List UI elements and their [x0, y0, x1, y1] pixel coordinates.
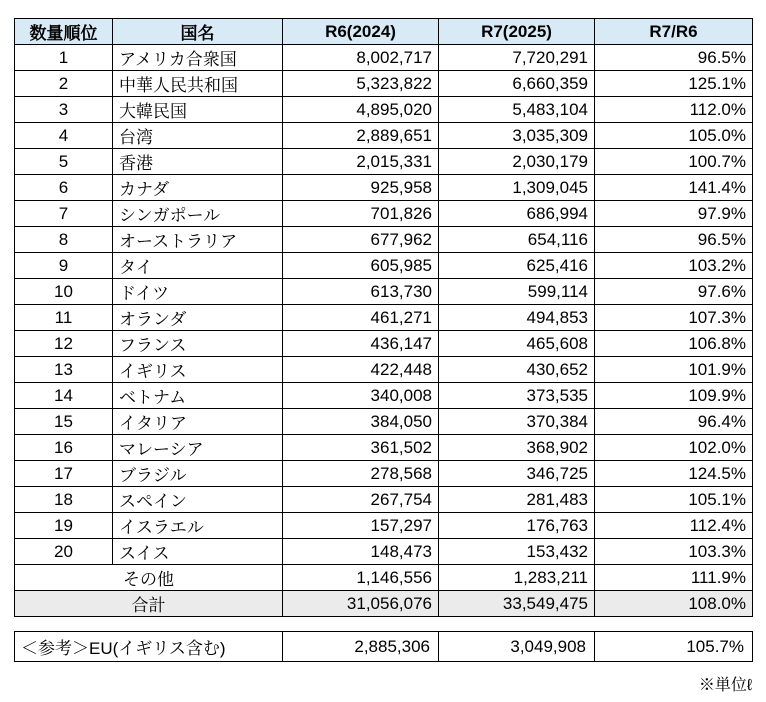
cell-ratio: 111.9% — [595, 565, 753, 591]
cell-country: ブラジル — [113, 461, 283, 487]
cell-r6: 157,297 — [283, 513, 439, 539]
cell-ratio: 96.4% — [595, 409, 753, 435]
table-row — [15, 97, 753, 123]
cell-r7: 654,116 — [439, 227, 595, 253]
cell-r7: 625,416 — [439, 253, 595, 279]
cell-rank: 10 — [15, 279, 113, 305]
cell-ratio: 102.0% — [595, 435, 753, 461]
table-row-other — [15, 565, 753, 591]
column-header-rank: 数量順位 — [15, 19, 113, 45]
column-header-r7: R7(2025) — [439, 19, 595, 45]
cell-rank: 20 — [15, 539, 113, 565]
cell-ratio: 106.8% — [595, 331, 753, 357]
cell-r7: 33,549,475 — [439, 591, 595, 617]
table-row — [15, 71, 753, 97]
cell-r6: 436,147 — [283, 331, 439, 357]
cell-reference-r6: 2,885,306 — [283, 632, 439, 662]
cell-country: アメリカ合衆国 — [113, 45, 283, 71]
unit-footnote: ※単位ℓ — [698, 677, 752, 694]
cell-country: スペイン — [113, 487, 283, 513]
cell-r7: 6,660,359 — [439, 71, 595, 97]
cell-reference-r7: 3,049,908 — [439, 632, 595, 662]
cell-r7: 1,309,045 — [439, 175, 595, 201]
cell-country: オーストラリア — [113, 227, 283, 253]
cell-r7: 176,763 — [439, 513, 595, 539]
cell-ratio: 97.9% — [595, 201, 753, 227]
cell-ratio: 105.1% — [595, 487, 753, 513]
cell-reference-label: ＜参考＞EU(イギリス含む) — [15, 632, 283, 662]
table-row — [15, 305, 753, 331]
cell-ratio: 107.3% — [595, 305, 753, 331]
cell-country: 台湾 — [113, 123, 283, 149]
cell-ratio: 96.5% — [595, 45, 753, 71]
cell-r6: 340,008 — [283, 383, 439, 409]
cell-r7: 153,432 — [439, 539, 595, 565]
cell-r6: 422,448 — [283, 357, 439, 383]
cell-ratio: 105.0% — [595, 123, 753, 149]
table-row — [15, 227, 753, 253]
cell-r7: 3,035,309 — [439, 123, 595, 149]
cell-country: マレーシア — [113, 435, 283, 461]
table-row — [15, 487, 753, 513]
cell-r6: 267,754 — [283, 487, 439, 513]
table-row — [15, 409, 753, 435]
table-row-total — [15, 591, 753, 617]
cell-country: 中華人民共和国 — [113, 71, 283, 97]
cell-r6: 461,271 — [283, 305, 439, 331]
cell-r7: 368,902 — [439, 435, 595, 461]
cell-ratio: 103.3% — [595, 539, 753, 565]
cell-country: イタリア — [113, 409, 283, 435]
cell-r6: 361,502 — [283, 435, 439, 461]
cell-ratio: 108.0% — [595, 591, 753, 617]
cell-country: 香港 — [113, 149, 283, 175]
cell-r6: 925,958 — [283, 175, 439, 201]
cell-r6: 605,985 — [283, 253, 439, 279]
cell-rank: 14 — [15, 383, 113, 409]
table-row — [15, 123, 753, 149]
table-row — [15, 45, 753, 71]
cell-r6: 5,323,822 — [283, 71, 439, 97]
table-body — [15, 45, 753, 617]
cell-country: シンガポール — [113, 201, 283, 227]
cell-total-label: 合計 — [15, 591, 283, 617]
cell-country: ベトナム — [113, 383, 283, 409]
cell-ratio: 112.4% — [595, 513, 753, 539]
cell-rank: 15 — [15, 409, 113, 435]
cell-rank: 13 — [15, 357, 113, 383]
table-row — [15, 383, 753, 409]
cell-r7: 373,535 — [439, 383, 595, 409]
cell-ratio: 125.1% — [595, 71, 753, 97]
cell-ratio: 100.7% — [595, 149, 753, 175]
cell-rank: 19 — [15, 513, 113, 539]
cell-r7: 7,720,291 — [439, 45, 595, 71]
cell-r6: 701,826 — [283, 201, 439, 227]
table-row — [15, 201, 753, 227]
cell-rank: 11 — [15, 305, 113, 331]
table-row — [15, 435, 753, 461]
cell-ratio: 112.0% — [595, 97, 753, 123]
cell-r7: 346,725 — [439, 461, 595, 487]
cell-country: ドイツ — [113, 279, 283, 305]
cell-ratio: 109.9% — [595, 383, 753, 409]
table-row — [15, 279, 753, 305]
header-row — [15, 19, 753, 45]
table-row — [15, 149, 753, 175]
cell-r6: 148,473 — [283, 539, 439, 565]
cell-rank: 17 — [15, 461, 113, 487]
table-row — [15, 513, 753, 539]
cell-r7: 370,384 — [439, 409, 595, 435]
table-row — [15, 175, 753, 201]
cell-r6: 384,050 — [283, 409, 439, 435]
cell-other-label: その他 — [15, 565, 283, 591]
cell-r7: 494,853 — [439, 305, 595, 331]
table-row — [15, 331, 753, 357]
cell-rank: 8 — [15, 227, 113, 253]
cell-r6: 1,146,556 — [283, 565, 439, 591]
reference-table — [14, 631, 753, 662]
cell-ratio: 124.5% — [595, 461, 753, 487]
cell-rank: 7 — [15, 201, 113, 227]
column-header-country: 国名 — [113, 19, 283, 45]
cell-r6: 31,056,076 — [283, 591, 439, 617]
column-header-r6: R6(2024) — [283, 19, 439, 45]
ranking-table — [14, 18, 753, 617]
cell-ratio: 97.6% — [595, 279, 753, 305]
cell-country: タイ — [113, 253, 283, 279]
cell-ratio: 96.5% — [595, 227, 753, 253]
cell-ratio: 101.9% — [595, 357, 753, 383]
cell-ratio: 141.4% — [595, 175, 753, 201]
cell-country: カナダ — [113, 175, 283, 201]
column-header-ratio: R7/R6 — [595, 19, 753, 45]
cell-r6: 278,568 — [283, 461, 439, 487]
cell-rank: 1 — [15, 45, 113, 71]
cell-rank: 2 — [15, 71, 113, 97]
cell-rank: 6 — [15, 175, 113, 201]
cell-country: フランス — [113, 331, 283, 357]
reference-row — [15, 632, 753, 662]
cell-r6: 677,962 — [283, 227, 439, 253]
cell-r7: 430,652 — [439, 357, 595, 383]
table-header — [15, 19, 753, 45]
table-row — [15, 539, 753, 565]
cell-r6: 613,730 — [283, 279, 439, 305]
cell-rank: 3 — [15, 97, 113, 123]
cell-r7: 5,483,104 — [439, 97, 595, 123]
cell-country: 大韓民国 — [113, 97, 283, 123]
cell-country: オランダ — [113, 305, 283, 331]
table-row — [15, 253, 753, 279]
cell-rank: 16 — [15, 435, 113, 461]
cell-r6: 4,895,020 — [283, 97, 439, 123]
cell-r7: 2,030,179 — [439, 149, 595, 175]
cell-r7: 686,994 — [439, 201, 595, 227]
cell-r6: 8,002,717 — [283, 45, 439, 71]
cell-r6: 2,889,651 — [283, 123, 439, 149]
cell-country: スイス — [113, 539, 283, 565]
cell-country: イスラエル — [113, 513, 283, 539]
cell-r7: 1,283,211 — [439, 565, 595, 591]
cell-rank: 5 — [15, 149, 113, 175]
cell-rank: 9 — [15, 253, 113, 279]
table-row — [15, 357, 753, 383]
cell-r6: 2,015,331 — [283, 149, 439, 175]
cell-ratio: 103.2% — [595, 253, 753, 279]
cell-rank: 4 — [15, 123, 113, 149]
cell-rank: 12 — [15, 331, 113, 357]
cell-r7: 465,608 — [439, 331, 595, 357]
cell-rank: 18 — [15, 487, 113, 513]
table-row — [15, 461, 753, 487]
table-gap — [14, 617, 752, 631]
cell-r7: 599,114 — [439, 279, 595, 305]
cell-r7: 281,483 — [439, 487, 595, 513]
cell-country: イギリス — [113, 357, 283, 383]
cell-reference-ratio: 105.7% — [595, 632, 753, 662]
